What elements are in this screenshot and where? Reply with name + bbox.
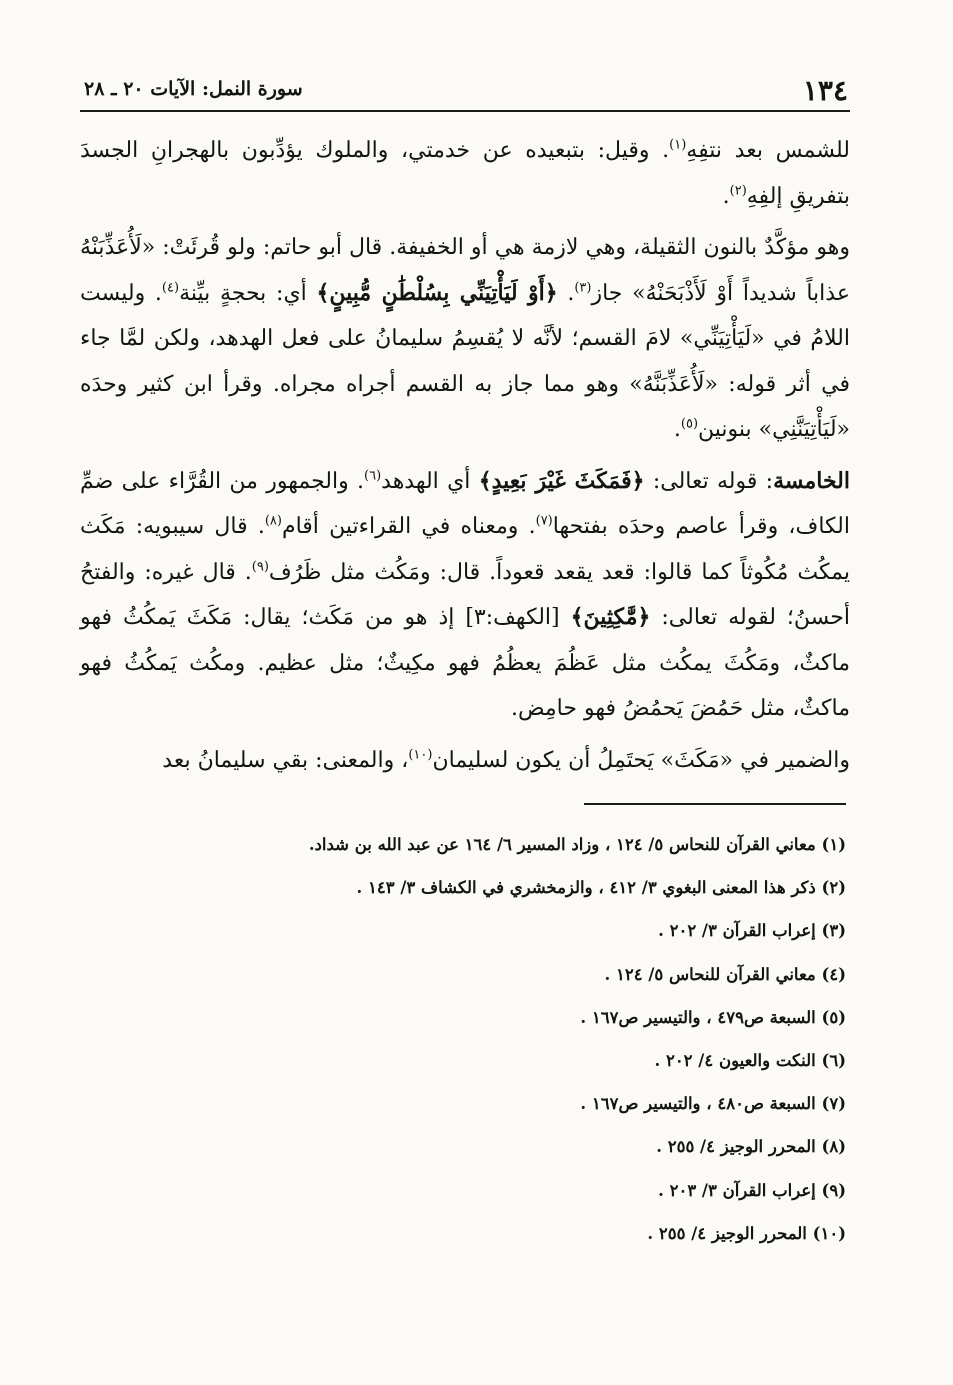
footnote-marker: (٣) [574, 280, 592, 296]
footnotes [80, 823, 850, 1255]
text-run: . والجمهور من القُرَّاء على ضمِّ الكاف، وقرأ عاصم وحدَه بفتحها [80, 468, 851, 539]
main-text [80, 128, 850, 783]
quran-quote: ﴿فَمَكَثَ غَيْرَ بَعِيدٍ﴾ [478, 467, 645, 494]
text-run: . قال غيره: والفتحُ أحسنُ؛ لقوله تعالى: [80, 559, 850, 630]
footnote-marker: (١٠) [408, 747, 433, 763]
page-number: ١٣٤ [802, 74, 848, 107]
footnote: (٨) المحرر الوجيز ٤/ ٢٥٥ . [656, 1137, 846, 1157]
text-run: : قوله تعالى: [644, 468, 774, 494]
section-lead: الخامسة [773, 467, 850, 494]
footnote-marker: (٦) [364, 468, 382, 484]
footnote: (٧) السبعة ص٤٨٠ ، والتيسير ص١٦٧ . [580, 1094, 846, 1114]
footnote-marker: (١) [669, 137, 687, 153]
text-run: [الكهف:٣] إذ هو من مَكَث؛ يقال: مَكَثَ يَمكُثُ فهو ماكثٌ، ومَكُثَ يمكُث مثل عَظُمَ يعظُمُ فهو مكِيثٌ؛ مثل عظيم. ومكُث يَمكُثُ فهو ماكثٌ، مثل حَمُضَ يَحمُضُ فهو حامِض. [80, 605, 850, 721]
running-title: سورة النمل: الآيات ٢٠ ـ ٢٨ [84, 78, 303, 100]
text-run: أي الهدهد [381, 468, 479, 494]
text-run: . وليست اللامُ في «لَيَأْتِيَنِّي» لامَ القسم؛ لأنَّه لا يُقسِمُ سليمانُ على فعل الهدهد، ولكن لمَّا جاء في أثر قوله: «لَأُعَذِّبَنَّهُ» وهو مما جاز به القسم أجراه مجراه. وقرأ ابن كثير وحدَه «لَيَأْتِيَنَّنِي» بنونين [80, 280, 850, 442]
paragraph [80, 738, 850, 784]
quran-quote: ﴿أَوْ لَيَأْتِيَنِّي بِسُلْطَٰنٍ مُّبِينٍ﴾ [316, 279, 558, 306]
text-run: . [673, 417, 681, 442]
text-run: . ومعناه في القراءتين أقام [281, 514, 536, 539]
text-run: والضمير في «مَكَثَ» يَحتَمِلُ أن يكون لسليمان [432, 747, 850, 773]
footnote-marker: (٥) [680, 416, 699, 432]
paragraph [80, 225, 850, 453]
footnote-marker: (٤) [161, 280, 180, 296]
footnote-separator [584, 803, 846, 805]
paragraph [80, 459, 850, 732]
footnote-marker: (٩) [251, 559, 269, 575]
text-run: وهو مؤكَّدٌ بالنون الثقيلة، وهي لازمة هي أو الخفيفة. قال أبو حاتم: ولو قُرئَتْ: «لَأُعَذِّبَنْهُ عذاباً شديداً أَوْ لَأَذْبَحَنْهُ» جاز [80, 235, 850, 306]
text-run: . وقيل: بتبعيده عن خدمتي، والملوك يؤدِّبون بالهجرانِ الجسدَ بتفريقِ إلفِهِ [80, 138, 850, 209]
book-page [80, 66, 850, 1255]
footnote: (٢) ذكر هذا المعنى البغوي ٣/ ٤١٢ ، والزمخشري في الكشاف ٣/ ١٤٣ . [356, 878, 846, 898]
footnote: (٥) السبعة ص٤٧٩ ، والتيسير ص١٦٧ . [580, 1007, 846, 1027]
footnote: (٣) إعراب القرآن ٣/ ٢٠٢ . [658, 921, 846, 941]
footnote: (٦) النكت والعيون ٤/ ٢٠٢ . [654, 1051, 846, 1071]
text-run: للشمس بعد نتفِهِ [686, 138, 850, 163]
text-run: . [557, 280, 575, 306]
footnote-marker: (٨) [264, 513, 282, 529]
footnote: (٩) إعراب القرآن ٣/ ٢٠٣ . [658, 1180, 846, 1200]
page-header [80, 66, 850, 112]
text-run: أي: بحجةٍ بيِّنة [179, 280, 317, 306]
footnote: (٤) معاني القرآن للنحاس ٥/ ١٢٤ . [604, 964, 846, 984]
text-run: . قال سيبويه: مَكَث يمكُث مُكُوثاً كما قالوا: قعد يقعد قعوداً. قال: ومَكُث مثل ظَرُف [80, 514, 850, 585]
text-run: . [722, 183, 730, 209]
footnote-marker: (٢) [729, 183, 747, 199]
paragraph [80, 128, 850, 219]
text-run: ، والمعنى: بقي سليمانُ بعد [162, 747, 409, 773]
footnote: (١٠) المحرر الوجيز ٤/ ٢٥٥ . [647, 1223, 846, 1243]
quran-quote: ﴿مَّٰكِثِينَ﴾ [570, 604, 651, 630]
footnote: (١) معاني القرآن للنحاس ٥/ ١٢٤ ، وزاد المسير ٦/ ١٦٤ عن عبد الله بن شداد. [308, 835, 846, 854]
footnote-marker: (٧) [535, 513, 553, 529]
